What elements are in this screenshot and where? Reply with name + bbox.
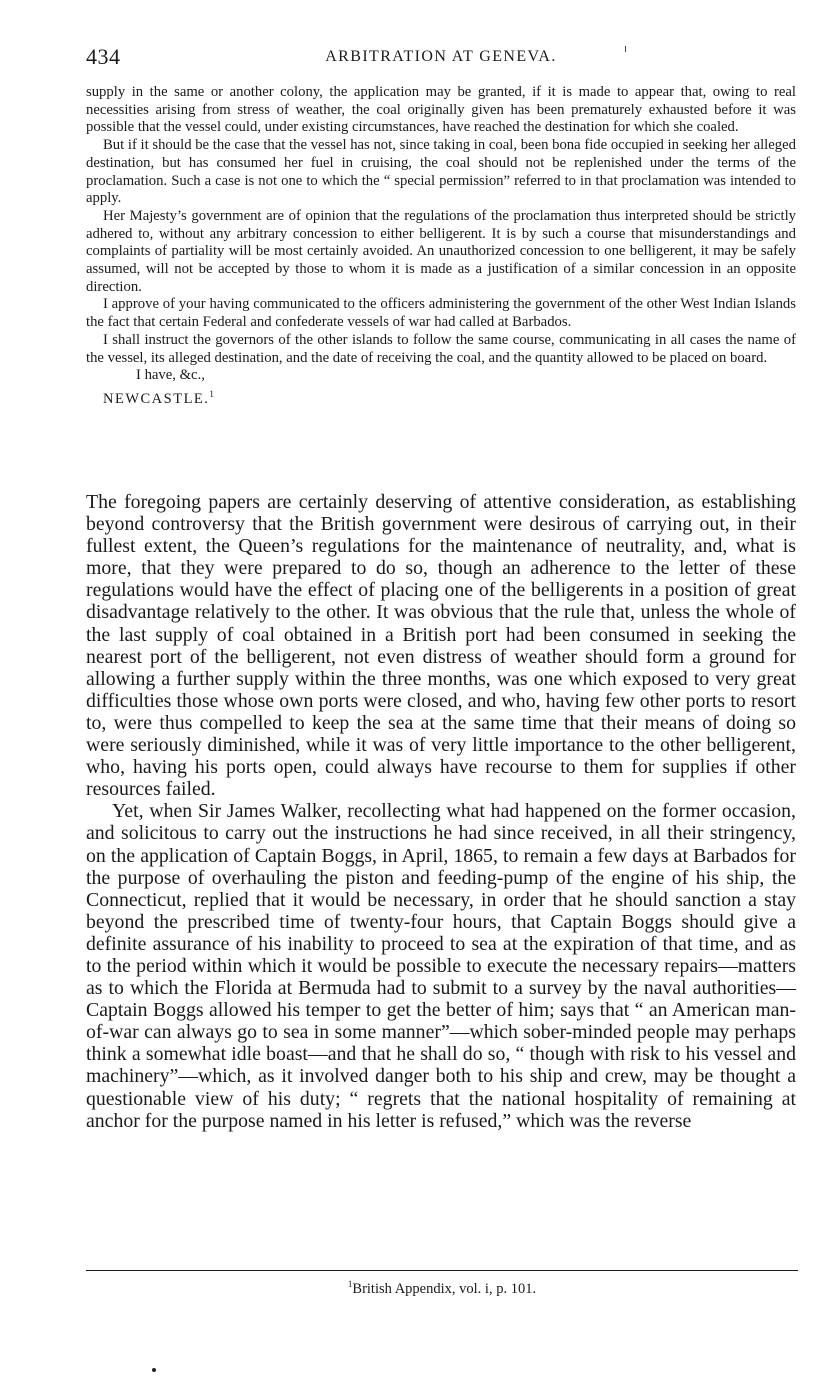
quoted-letter (86, 84, 796, 409)
print-mark (625, 46, 626, 52)
footnote (86, 1279, 798, 1298)
main-text (86, 491, 796, 1132)
footnote-text: British Appendix, vol. i, p. 101. (352, 1280, 537, 1297)
letter-closing: I have, &c., (136, 367, 205, 384)
letter-paragraph: I approve of your having communicated to the officers administering the government of the other West Indian Islands the fact that certain Federal and confederate vessels of war had called at Barbados. (86, 296, 796, 331)
running-title: ARBITRATION AT GENEVA. (325, 48, 557, 65)
footnote-marker: 1 (347, 1279, 353, 1289)
page-header (86, 44, 796, 72)
body-paragraph: Yet, when Sir James Walker, recollecting what had happened on the former occasion, and solicitous to carry out the instructions he had since received, in all their stringency, on the application of Captain Boggs, in April, 1865, to remain a few days at Barbados for the purpose of overhauling the piston and feeding-pump of the engine of his ship, the Connecticut, replied that it would be necessary, in order that he should sanction a stay beyond the prescribed time of twenty-four hours, that Captain Boggs should give a definite assurance of his inability to proceed to sea at the expiration of that time, and as to the period within which it would be possible to execute the necessary repairs—matters as to which the Florida at Bermuda had to submit to a survey by the naval authorities—Captain Boggs allowed his temper to get the better of him; says that “ an American man-of-war can always go to sea in some manner”—which sober-minded people may perhaps think a somewhat idle boast—and that he shall do so, “ though with risk to his vessel and machinery”—which, as it involved danger both to his ship and crew, may be thought a questionable view of his duty; “ regrets that the national hospitality of remaining at anchor for the purpose named in his letter is refused,” which was the reverse (86, 800, 796, 1132)
body-paragraph: The foregoing papers are certainly deserving of attentive consideration, as establishing beyond controversy that the British government were desirous of carrying out, in their fullest extent, the Queen’s regulations for the maintenance of neutrality, and, what is more, that they were prepared to do so, though an adherence to the letter of these regulations would have the effect of placing one of the belligerents in a position of great disadvantage relatively to the other. It was obvious that the rule that, unless the whole of the last supply of coal obtained in a British port had been consumed in seeking the nearest port of the belligerent, not even distress of weather should form a ground for allowing a further supply within the three months, was one which exposed to very great difficulties those whose own ports were closed, and who, having few other ports to resort to, were thus compelled to keep the sea at the same time that their means of doing so were seriously diminished, while it was of very little importance to the other belligerent, who, having his ports open, could always have recourse to them for supplies if other resources failed. (86, 491, 796, 801)
letter-paragraph: supply in the same or another colony, the application may be granted, if it is made to appear that, owing to real necessities arising from stress of weather, the coal originally given has been prematurely exhausted before it was possible that the vessel could, under existing circumstances, have reached the destination for which she coaled. (86, 84, 796, 136)
letter-paragraph: Her Majesty’s government are of opinion that the regulations of the proclamation thus interpreted should be strictly adhered to, without any arbitrary concession to either belligerent. It is by such a course that misunderstandings and complaints of partiality will be most certainly avoided. An unauthorized concession to one belligerent, it may be safely assumed, will not be accepted by those to whom it is made as a justification of a similar concession in an opposite direction. (86, 207, 796, 295)
footnote-reference: 1 (209, 388, 214, 399)
letter-paragraph (86, 137, 796, 208)
footnote-rule (86, 1270, 798, 1271)
letter-paragraph-text: But if it should be the case that the vessel has not, since taking in coal, been bona fide occupied in seeking her alleged destination, but has consumed her fuel in cruising, the coal should not be replenished under the terms of the proclamation. Such a case is not one to which the “ special permission” referred to in that proclamation was intended to apply. (86, 137, 796, 207)
ink-speck (152, 1368, 156, 1372)
signature-name: NEWCASTLE. (103, 390, 210, 407)
page-number: 434 (86, 44, 121, 69)
letter-signature (86, 385, 796, 409)
letter-paragraph: I shall instruct the governors of the other islands to follow the same course, communicating in all cases the name of the vessel, its alleged destination, and the date of receiving the coal, and the quantity allowed to be placed on board. (86, 331, 796, 366)
